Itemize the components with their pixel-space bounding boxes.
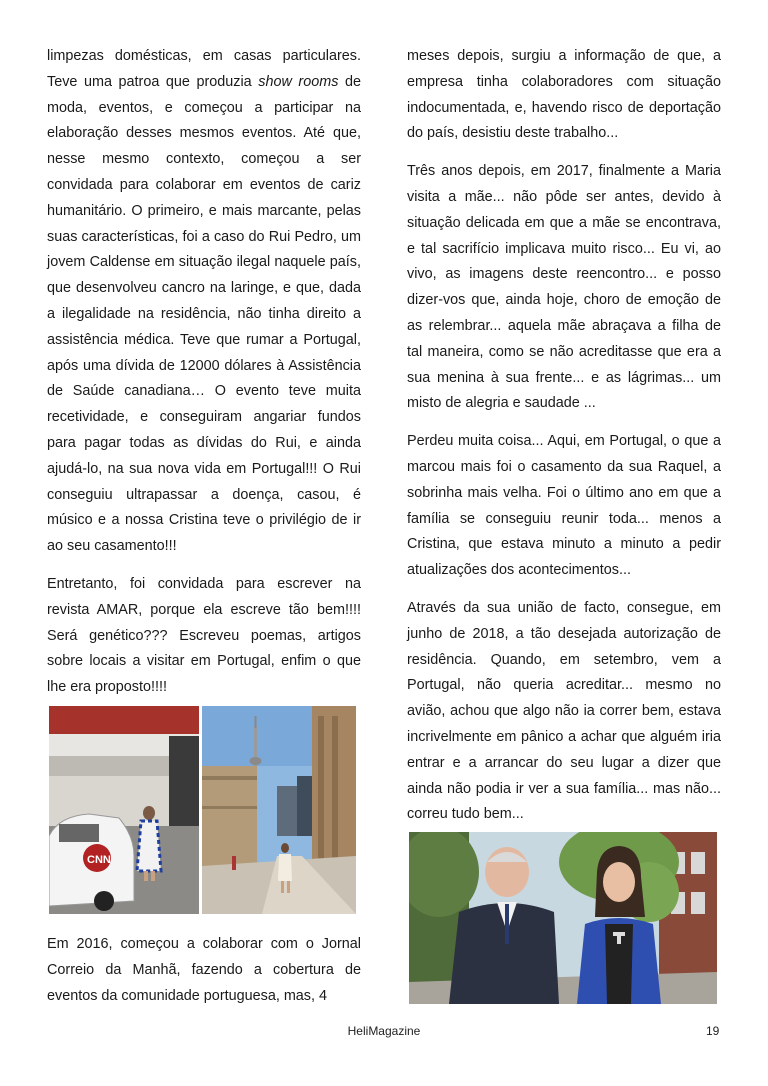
left-paragraph-3: Em 2016, começou a colaborar com o Jornal Correio da Manhã, fazendo a cobertura de eventos da comunidade portuguesa, mas, 4 — [47, 936, 361, 1004]
show-rooms-emphasis: show rooms — [258, 73, 339, 90]
left-column — [47, 44, 361, 713]
right-paragraph-1: meses depois, surgiu a informação de que, a empresa tinha colaboradores com situação indocumentada, e, havendo risco de deportação do país, desistiu deste trabalho... — [407, 48, 721, 142]
right-paragraph-3: Perdeu muita coisa... Aqui, em Portugal, o que a marcou mais foi o casamento da sua Raquel, a sobrinha mais velha. Foi o último ano em que a família se conseguiu reunir toda... menos a Cristina, que estava minuto a minuto a pedir atualizações dos acontecimentos... — [407, 433, 721, 579]
left-paragraph-1: limpezas domésticas, em casas particulares. Teve uma patroa que produzia show rooms de moda, eventos, e começou a participar na elaboração desses mesmos eventos. Até que, nesse mesmo contexto, começou a ser convidada para colaborar em eventos de cariz humanitário. O primeiro, e mais marcante, pelas suas características, foi a caso do Rui Pedro, um jovem Caldense em situação ilegal naquele país, que desenvolveu cancro na laringe, e que, dada a ilegalidade na residência, não tinha direito a assistência médica. Teve que rumar a Portugal, após uma dívida de 12000 dólares à Assistência de Saúde canadiana… O evento teve muita recetividade, e conseguiram angariar fundos para pagar todas as dívidas do Rui, e ainda ajudá-lo, na sua nova vida em Portugal!!! O Rui conseguiu ultrapassar a doença, casou, é músico e a nossa Cristina teve o privilégio de ir ao seu casamento!!! — [47, 48, 361, 555]
left-paragraph-2: Entretanto, foi convidada para escrever na revista AMAR, porque ela escreve tão bem!!!! Será genético??? Escreveu poemas, artigos sobre locais a visitar em Portugal, enfim o que lhe era proposto!!!! — [47, 575, 361, 696]
footer-magazine-name: HeliMagazine — [347, 1024, 421, 1038]
right-column — [407, 44, 721, 840]
cnn-logo: CNN — [87, 854, 111, 866]
left-column-bottom — [47, 932, 361, 1021]
photo-toronto-street — [202, 706, 356, 914]
right-paragraph-2: Três anos depois, em 2017, finalmente a Maria visita a mãe... não pôde ser antes, devido à situação delicada em que a mãe se encontrava, e tal sacrifício implicava muito risco... Eu vi, ao vivo, as imagens deste reencontro... e posso dizer-vos que, ainda hoje, choro de emoção de as relembrar... aquela mãe abraçava a filha de tal maneira, como se não acreditasse que era a sua menina à sua frente... e as lágrimas... um misto de alegria e saudade ... — [407, 163, 721, 412]
photo-two-people — [409, 832, 717, 1004]
photo-cnn-car — [49, 706, 199, 914]
page-number: 19 — [706, 1024, 720, 1038]
right-paragraph-4: Através da sua união de facto, consegue, em junho de 2018, a tão desejada autorização de residência. Quando, em setembro, vem a Portugal, não queria acreditar... mesmo no avião, achou que algo não ia correr bem, estava incrivelmente em pânico a achar que alguém iria entrar e a arrancar do seu lugar a dizer que ainda não podia ir ver a sua família... mas não... correu tudo bem... — [407, 599, 721, 823]
